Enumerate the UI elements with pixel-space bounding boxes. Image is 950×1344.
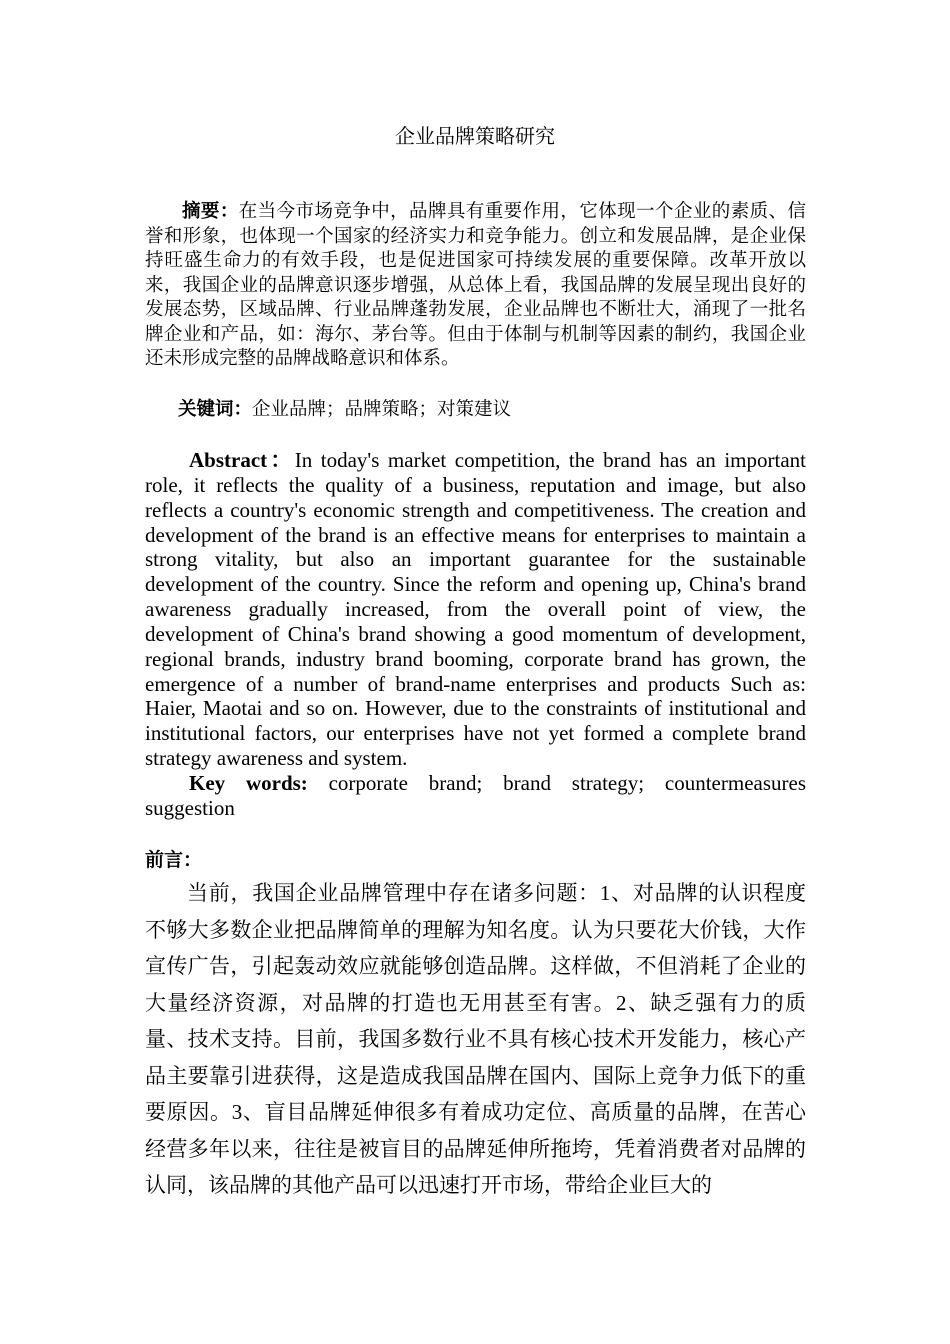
preface-paragraph: 当前，我国企业品牌管理中存在诸多问题：1、对品牌的认识程度不够大多数企业把品牌简单的理解为知名度。认为只要花大价钱，大作宣传广告，引起轰动效应就能够创造品牌。这样做，不但消耗了企业的大量经济资源，对品牌的打造也无用甚至有害。2、缺乏强有力的质量、技术支持。目前，我国多数行业不具有核心技术开发能力，核心产品主要靠引进获得，这是造成我国品牌在国内、国际上竞争力低下的重要原因。3、盲目品牌延伸很多有着成功定位、高质量的品牌，在苦心经营多年以来，往往是被盲目的品牌延伸所拖垮，凭着消费者对品牌的认同，该品牌的其他产品可以迅速打开市场，带给企业巨大的 <box>145 881 806 1197</box>
english-abstract-text: In today's market competition, the brand has an important role, it reflects the quality of a business, reputation and image, but also reflects a country's economic strength and competitiveness. The creation and development of the brand is an effective means for enterprises to maintain a strong vitality, but also an important guarantee for the sustainable development of the country. Since the reform and opening up, China's brand awareness gradually increased, from the overall point of view, the development of China's brand showing a good momentum of development, regional brands, industry brand booming, corporate brand has grown, the emergence of a number of brand-name enterprises and products Such as: Haier, Maotai and so on. However, due to the constraints of institutional and institutional factors, our enterprises have not yet formed a complete brand strategy awareness and system. <box>145 448 806 771</box>
preface-heading: 前言： <box>145 849 203 871</box>
chinese-keywords-text: 企业品牌；品牌策略；对策建议 <box>252 399 512 420</box>
chinese-keywords-label: 关键词： <box>178 399 253 420</box>
english-keywords-text: corporate brand; brand strategy; countermeasures suggestion <box>145 771 806 820</box>
chinese-abstract <box>145 200 806 372</box>
chinese-abstract-label: 摘要： <box>182 201 239 222</box>
english-keywords-label: Key words: <box>189 771 308 795</box>
english-abstract-label: Abstract： <box>189 448 295 472</box>
document-title: 企业品牌策略研究 <box>395 124 555 148</box>
chinese-abstract-text: 在当今市场竞争中，品牌具有重要作用，它体现一个企业的素质、信誉和形象，也体现一个国家的经济实力和竞争能力。创立和发展品牌，是企业保持旺盛生命力的有效手段，也是促进国家可持续发展的重要保障。改革开放以来，我国企业的品牌意识逐步增强，从总体上看，我国品牌的发展呈现出良好的发展态势，区域品牌、行业品牌蓬勃发展，企业品牌也不断壮大，涌现了一批名牌企业和产品，如：海尔、茅台等。但由于体制与机制等因素的制约，我国企业还未形成完整的品牌战略意识和体系。 <box>145 201 806 369</box>
chinese-keywords <box>145 398 806 423</box>
english-abstract <box>145 448 806 771</box>
english-keywords <box>145 771 806 821</box>
